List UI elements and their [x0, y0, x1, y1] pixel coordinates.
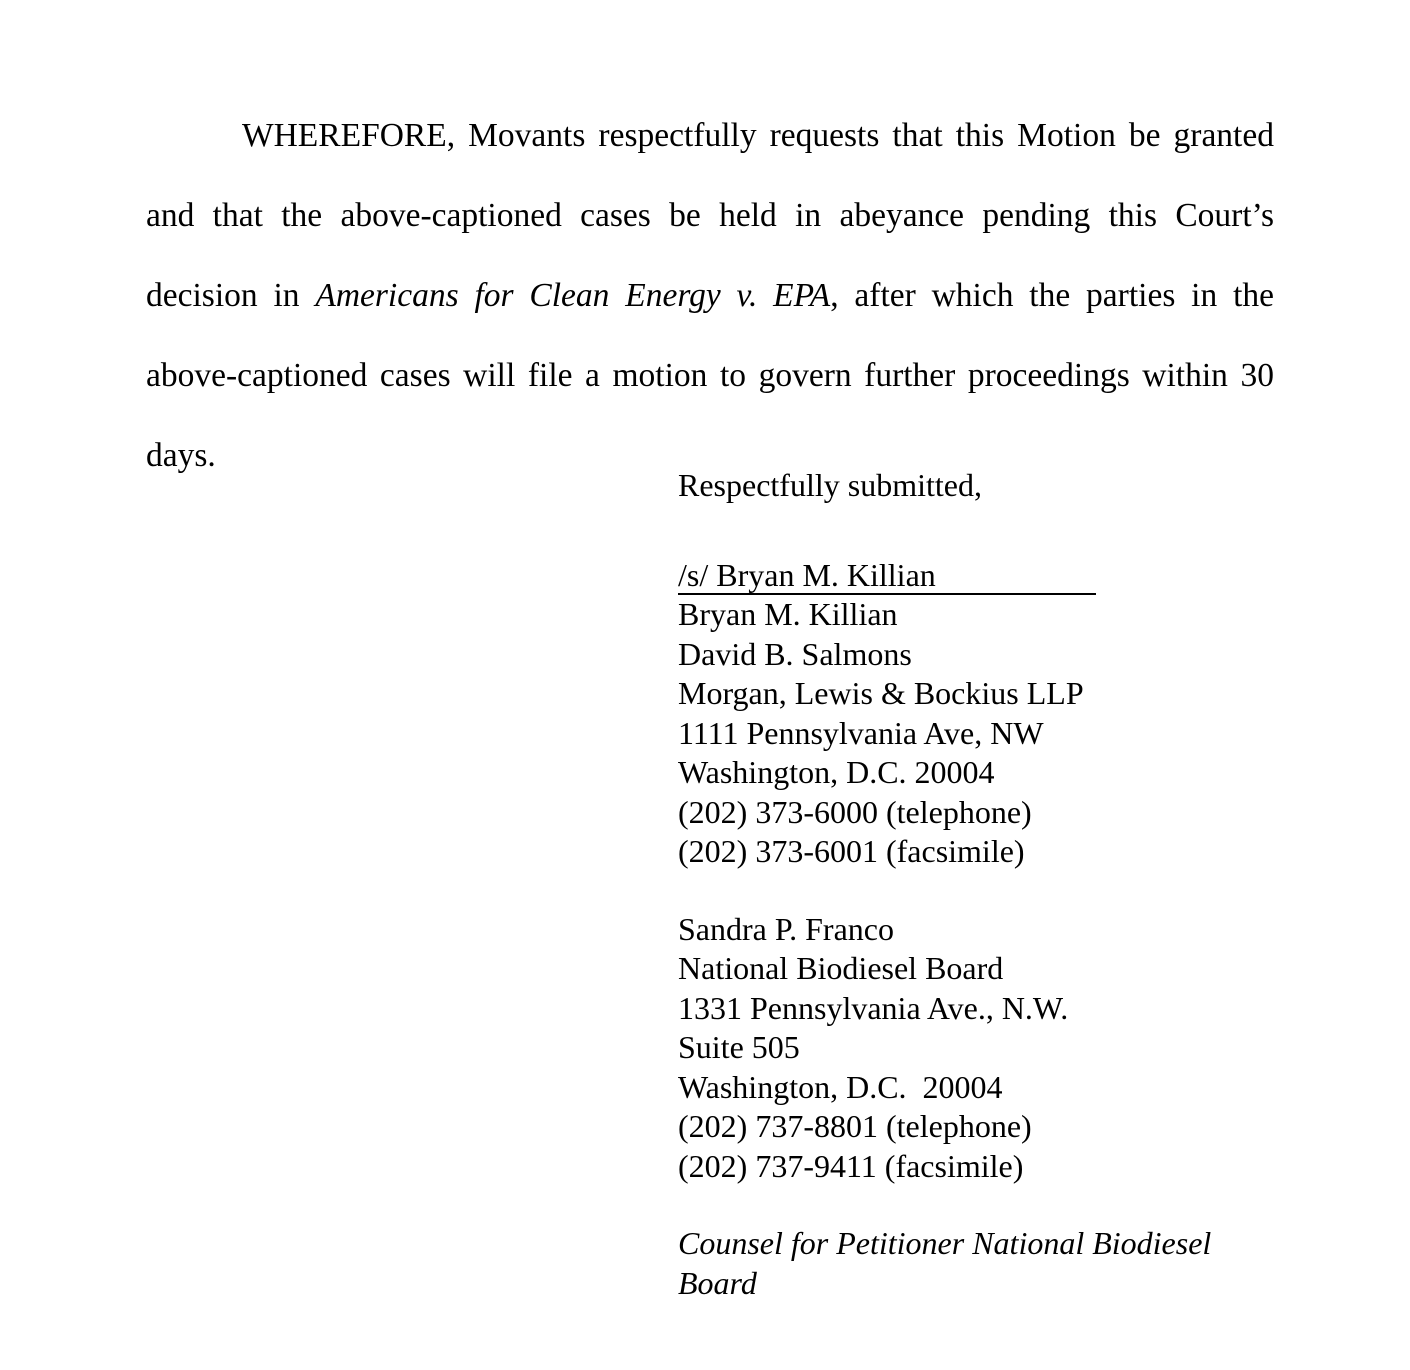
block-spacer: [678, 872, 1298, 910]
second-counsel-line: 1331 Pennsylvania Ave., N.W.: [678, 989, 1069, 1026]
attorney-line: Bryan M. Killian: [678, 596, 898, 632]
wherefore-paragraph: [146, 96, 1274, 496]
attorney-line: Morgan, Lewis & Bockius LLP: [678, 675, 1084, 711]
second-counsel-line: (202) 737-9411 (facsimile): [678, 1147, 1024, 1184]
attorney-line: David B. Salmons: [678, 635, 912, 672]
second-counsel-line: Suite 505: [678, 1029, 800, 1065]
attorney-line: Washington, D.C. 20004: [678, 754, 995, 790]
counsel-designation: Counsel for Petitioner National Biodiesel Board: [678, 1225, 1212, 1301]
case-citation: Americans for Clean Energy v. EPA: [315, 276, 831, 314]
second-counsel-line: (202) 737-8801 (telephone): [678, 1108, 1032, 1144]
signature-text: /s/ Bryan M. Killian: [678, 557, 1096, 595]
attorney-line: 1111 Pennsylvania Ave, NW: [678, 714, 1044, 751]
body-text-block: [146, 62, 1274, 529]
signature-block: [678, 466, 1298, 1303]
paragraph-part-1: WHEREFORE, Movants respectfully requests that this Motion be granted and that the above-captioned cases be held in abeyance pending this Court’s decision in: [146, 116, 1274, 314]
second-counsel-line: Sandra P. Franco: [678, 910, 894, 947]
closing-salutation: Respectfully submitted,: [678, 467, 982, 503]
paragraph-part-2: , after which the parties in the above-captioned cases will file a motion to govern further proceedings within 30 days.: [146, 276, 1274, 474]
attorney-line: (202) 373-6001 (facsimile): [678, 833, 1025, 869]
electronic-signature: [678, 556, 1298, 596]
attorney-line: (202) 373-6000 (telephone): [678, 793, 1032, 830]
block-spacer: [678, 1186, 1298, 1224]
second-counsel-line: National Biodiesel Board: [678, 950, 1004, 986]
second-counsel-line: Washington, D.C. 20004: [678, 1068, 1003, 1105]
